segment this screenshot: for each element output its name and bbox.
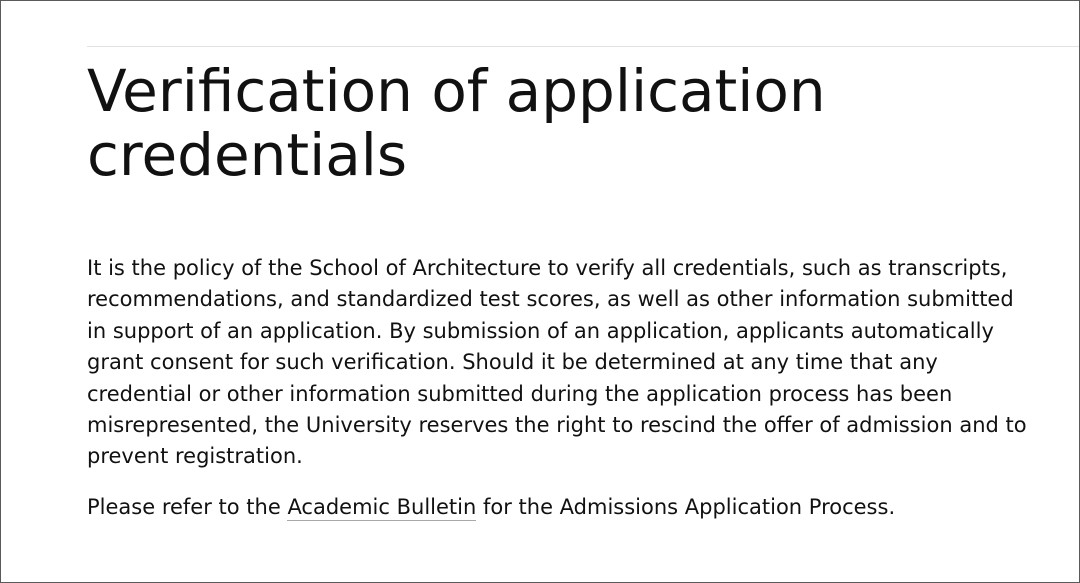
refer-prefix: Please refer to the — [87, 494, 288, 519]
page-title: Verification of application credentials — [87, 57, 826, 189]
policy-paragraph: It is the policy of the School of Architecture to verify all credentials, such as transcripts, recommendations, and standardized test scores, as well as other information submitted in support of an application. By submission of an application, applicants automatically grant consent for such verification. Should it be determined at any time that any credential or other information submitted during the application process has been misrepresented, the University reserves the right to rescind the offer of admission and to prevent registration. — [87, 256, 1027, 469]
top-divider — [87, 46, 1079, 47]
main-content — [87, 59, 1047, 523]
refer-paragraph — [87, 492, 1047, 523]
refer-suffix: for the Admissions Application Process. — [476, 494, 896, 519]
academic-bulletin-link[interactable]: Academic Bulletin — [287, 494, 477, 519]
